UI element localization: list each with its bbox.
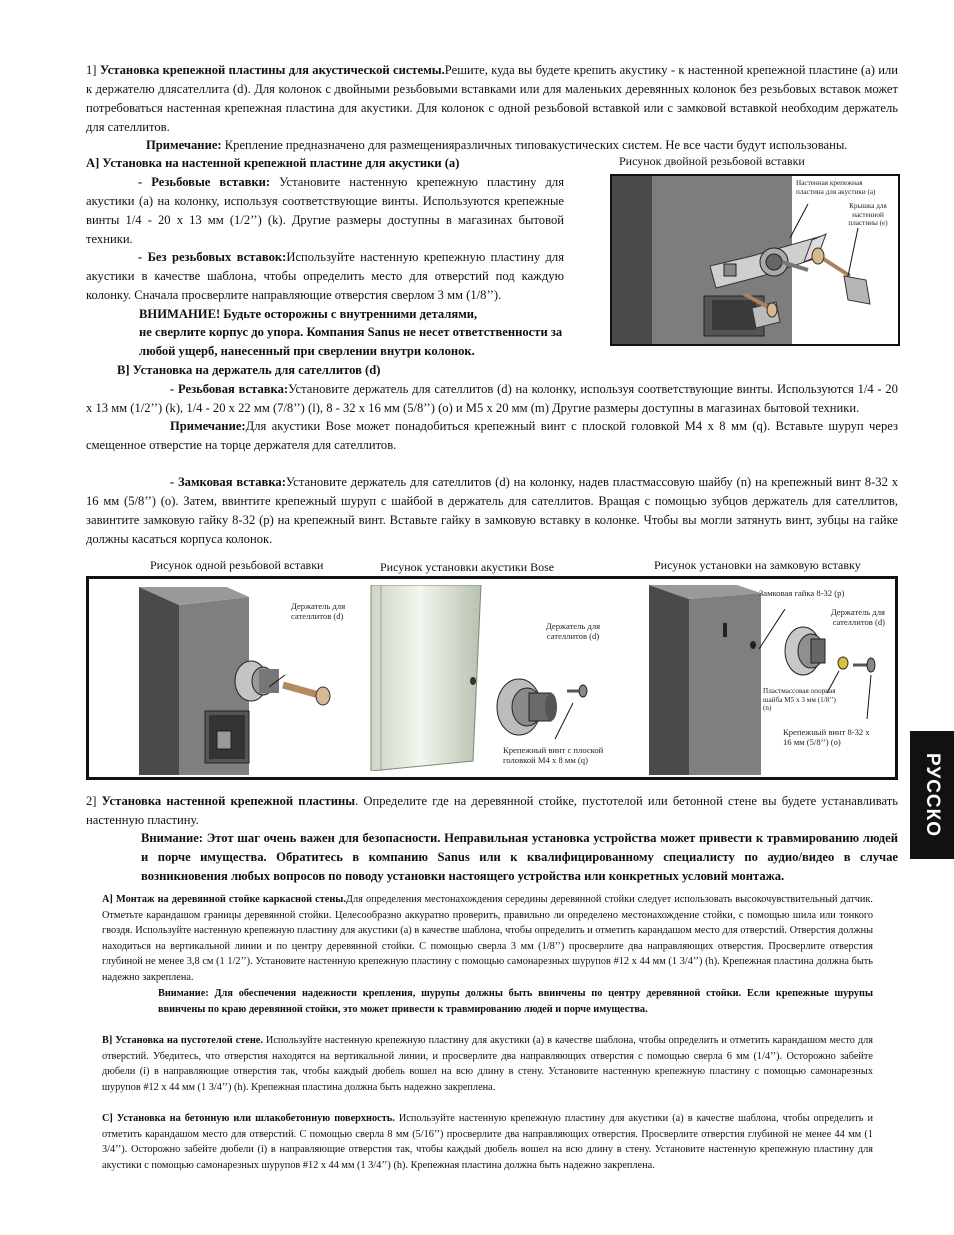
label-lock-holder-d: Держатель для сателлитов (d) <box>830 607 885 627</box>
s1-b-note: Примечание:Для акустики Bose может понадобиться крепежный винт с плоской головкой M4 x 8 мм (q). Вставьте шуруп через смещенное отверстие на торце держателя для сателлитов. <box>86 419 898 452</box>
s2-a-warning: Внимание: Для обеспечения надежности крепления, шурупы должны быть ввинчены по центру деревянной стойки. Если крепежные шурупы ввинчены по краю деревянной стойки, это может привести к травмированию людей и порче имущества. <box>158 988 873 1015</box>
fig-single-caption: Рисунок одной резьбовой вставки <box>150 558 324 572</box>
s2-warning: Внимание: Этот шаг очень важен для безопасности. Неправильная установка устройства может привести к травмированию людей и порче имущества. Обратитесь в компанию Sanus или к квалифицированному специалисту по аудио/видео в случае возникновения любых вопросов по поводу установки настоящего устройства или конкретных условий монтажа. <box>141 831 898 883</box>
bose-holder-illustration <box>493 669 603 749</box>
s2-intro: 2] Установка настенной крепежной пластины. Определите где на деревянной стойке, пустотелой или бетонной стене вы будете устанавливать настенную пластину. <box>86 794 898 827</box>
s1-title: Установка крепежной пластины для акустической системы. <box>99 63 445 77</box>
label-lock-nut-p: Замковая гайка 8-32 (p) <box>759 588 845 598</box>
s1-b-title: B] Установка на держатель для сателлитов (d) <box>117 363 381 377</box>
label-bose-screw-q: Крепежный винт с плоской головкой M4 x 8 мм (q) <box>503 745 604 765</box>
s1-warning-line3: любой ущерб, нанесенный при сверлении внутри колонок. <box>139 344 475 358</box>
s1-warning-line1: ВНИМАНИЕ! Будьте осторожны с внутренними деталями, <box>139 307 478 321</box>
fig-double-threaded <box>610 174 900 346</box>
s1-a-threaded: - Резьбовые вставки: Установите настенную крепежную пластину для акустики (a) на колонку, используя соответствующие винты. Используются крепежные винты 1/4 - 20 x 13 мм (1/2’’) (k). Другие размеры доступны в магазинах бытовой техники. <box>86 175 564 246</box>
language-tab: РУССКО <box>910 731 954 859</box>
label-lock-washer-n: Пластмассовая опорная шайба M5 x 3 мм (1/8’’) (n) <box>763 687 836 713</box>
s1-number: 1] <box>86 63 97 77</box>
bose-speaker-illustration <box>369 585 499 771</box>
s1-text: Решите, куда вы будете крепить акустику - к настенной крепежной пластине (а) или к держателю длясателлита (d). Для колонок с двойными резьбовыми вставками или для маленьких деревянных колонок без резьбовых вставок может потребоваться настенная крепежная пластина для акустики. Для колонок с одной резьбовой вставкой или с замковой вставкой необходим держатель для сателлитов. <box>86 63 898 134</box>
single-threaded-illustration <box>139 587 279 775</box>
single-threaded-screw <box>269 639 339 719</box>
s1-intro <box>86 61 898 137</box>
s2-a-wood-stud: A] Монтаж на деревянной стойке каркасной стены.Для определения местонахождения середины деревянной стойки следует использовать высокочувствительный датчик. Отметьте карандашом границы деревянной стойки. Целесообразно аккуратно проверить, правильно ли определено местонахождение стойки, с помощью шила или тонкого гвоздя. Используйте настенную крепежную пластину для акустики (a) в качестве шаблона, чтобы определить и отметить карандашом место для отверстий. Отверстия должны находиться на вертикальной линии и по центру деревянной стойки. С помощью сверла 3 мм (1/8’’) просверлите два направляющих отверстия. Просверлите отверстия глубиной не менее 3,8 см (1 1/2’’). Установите настенную крепежную пластину с помощью самонарезных шурупов #12 x 44 мм (1 3/4’’) (h). Крепежная пластина должна быть надежно закреплена. <box>102 894 873 983</box>
label-plate-cap-e: Крышка для настенной пластины (e) <box>848 202 888 228</box>
label-lock-screw-o: Крепежный винт 8-32 x 16 мм (5/8’’) (o) <box>783 727 870 747</box>
s1-note: Примечание: Крепление предназначено для размещенияразличных типовакустических систем. Не все части будут использованы. <box>146 138 848 152</box>
s1-a-nothread: - Без резьбовых вставок:Используйте настенную крепежную пластину для акустики в качестве шаблона, чтобы определить место для отверстий под каждую колонку. Сначала просверлите направляющие отверстия сверлом 3 мм (1/8’’). <box>86 250 564 302</box>
s2-title: Установка настенной крепежной пластины <box>101 794 356 808</box>
s2-c-concrete: C] Установка на бетонную или шлакобетонную поверхность. Используйте настенную крепежную пластину для акустики (a) в качестве шаблона, чтобы определить и отметить карандашом место для отверстий. С помощью сверла 8 мм (5/16’’) просверлите два направляющих отверстия. Просверлите отверстия глубиной не менее 44 мм (1 3/4’’). Осторожно забейте дюбели (i) в направляющие отверстия так, чтобы каждый дюбель вошел на всю длину в стену. Установите настенную крепежную пластину для акустики с помощью самонарезных шурупов #12 x 44 мм (1 3/4’’) (h). Крепежная пластина должна быть надежно закреплена. <box>102 1113 874 1171</box>
label-single-holder-d: Держатель для сателлитов (d) <box>291 601 346 621</box>
s1-b-threaded: - Резьбовая вставка:Установите держатель для сателлитов (d) на колонку, используя соответствующие винты. Используются 1/4 - 20 x 13 мм (1/2’’) (k), 1/4 - 20 x 22 мм (7/8’’) (l), 8 - 32 x 16 мм (5/8’’) (o) и M5 x 20 мм (m) Другие размеры доступны в магазинах бытовой техники. <box>86 382 898 415</box>
figures-box <box>86 576 898 780</box>
fig-lock-caption: Рисунок установки на замковую вставку <box>654 558 861 572</box>
fig-double-caption: Рисунок двойной резьбовой вставки <box>619 154 805 168</box>
label-wall-plate-a: Настенная крепежная пластина для акустики (a) <box>796 179 876 196</box>
label-bose-holder-d: Держатель для сателлитов (d) <box>545 621 601 641</box>
fig-bose-caption: Рисунок установки акустики Bose <box>380 560 555 574</box>
s1-b-lock: - Замковая вставка:Установите держатель для сателлитов (d) на колонку, надев пластмассовую шайбу (n) на крепежный винт 8-32 x 16 мм (5/8’’) (o). Затем, ввинтите крепежный шуруп с шайбой в держатель для сателлитов. Вращая с помощью зубцов держатель для сателлитов, завинтите замковую гайку 8-32 (p) на крепежный винт. Вставьте гайку в замковую вставку в колонке. Чтобы вы могли затянуть винт, зубцы на гайке должны касаться корпуса колонок. <box>86 475 898 546</box>
s1-warning-line2: не сверлите корпус до упора. Компания Sanus не несет ответственности за <box>139 325 563 339</box>
s2-b-hollow-wall: B] Установка на пустотелой стене. Используйте настенную крепежную пластину для акустики (a) в качестве шаблона, чтобы определить и отметить карандашом место для отверстий. Убедитесь, что отверстия находятся на вертикальной линии, и просверлите два направляющих отверстия с помощью сверла 6 мм (1/4’’). Осторожно забейте дюбели (i) в направляющие отверстия так, чтобы каждый дюбель вошел на всю длину в стену. Установите настенную крепежную пластину с помощью самонарезных шурупов #12 x 44 мм (1 3/4’’) (h). Крепежная пластина должна быть надежно закреплена. <box>102 1035 873 1093</box>
lock-insert-speaker-illustration <box>649 585 765 775</box>
s1-a-title: A] Установка на настенной крепежной пластине для акустики (a) <box>86 156 460 170</box>
